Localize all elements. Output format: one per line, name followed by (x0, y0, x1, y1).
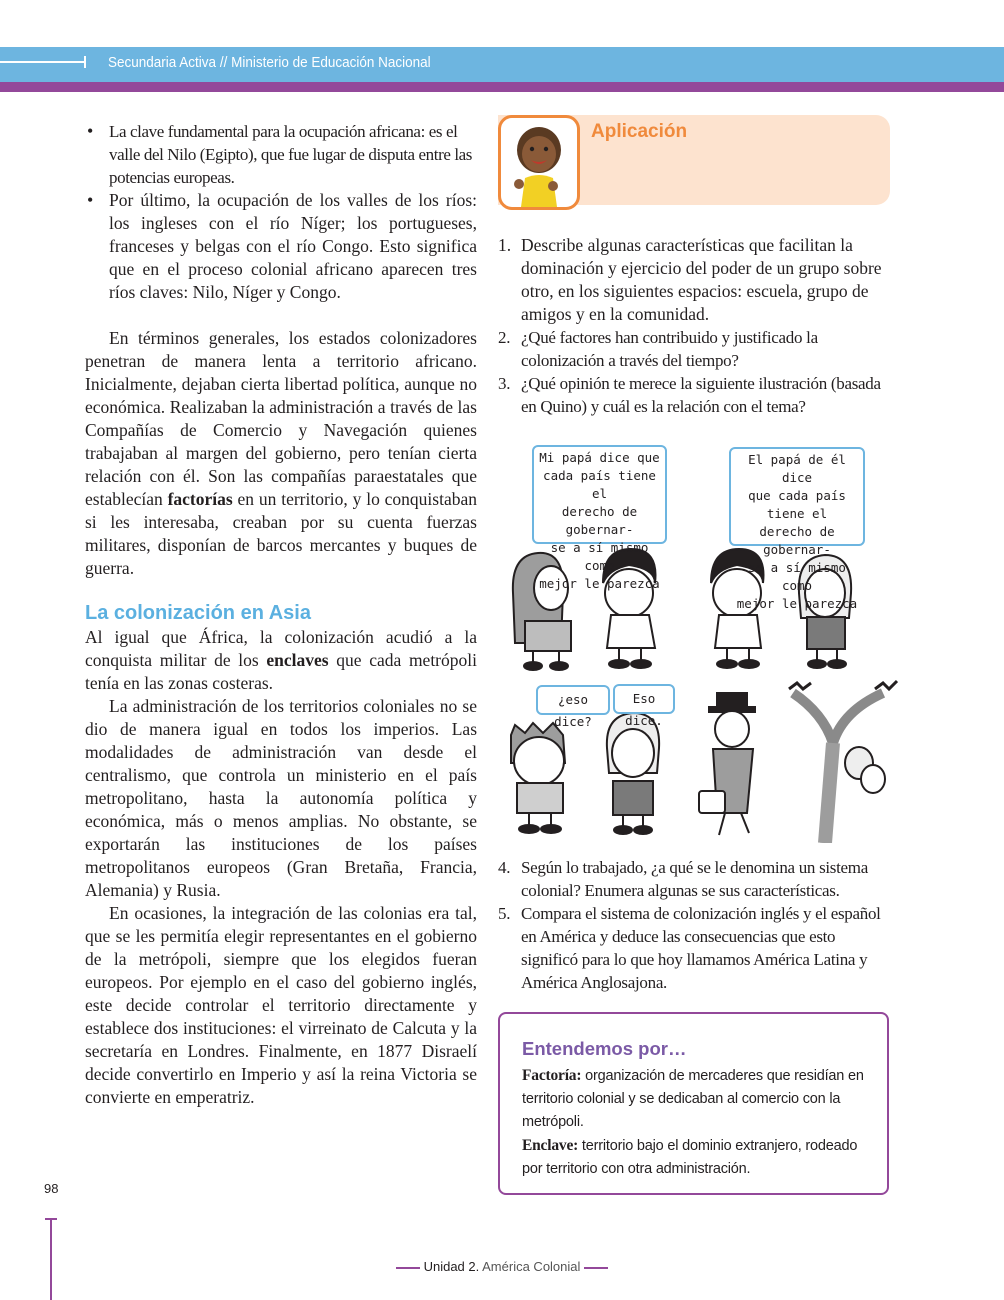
paragraph-administration: La administración de los territorios coloniales no se dio de manera igual en todos los imperios. Las modalidades de administración van desde el centralismo, que controla un ministerio en el país metropolitano, hasta la autonomía política y económica, más o menos amplias. No obstante, se exportarán las instituciones de los países metropolitanos europeos (Gran Bretaña, Francia, Alemania) y Rusia. (85, 696, 477, 900)
student-illustration (501, 118, 577, 207)
footer-unit: Unidad 2. (423, 1259, 480, 1274)
bullet-icon: • (87, 121, 93, 141)
item-text: ¿Qué factores han contribuido y justificado la colonización a través del tiempo? (521, 328, 818, 370)
list-item (498, 856, 890, 902)
question-list-continued (498, 856, 890, 994)
item-number: 1. (498, 235, 512, 255)
bubble-line: Mi papá dice que (539, 450, 660, 465)
bubble-line: derecho de gobernar- (561, 504, 638, 537)
paragraph-text: En términos generales, los estados colonizadores penetran de manera lenta a territorio africano. Inicialmente, dejaban cierta libertad política, aunque no económica. Realizaban la administración a través de las Compañías de Comercio y Navegación quienes trabajaban al margen del gobierno, pero tenían cierta relación con él. Son las compañías paraestatales que establecían (85, 328, 477, 509)
definition-text: territorio bajo el dominio extranjero, rodeado por territorio con otra administración. (522, 1138, 858, 1177)
header-rule (0, 61, 86, 63)
bullet-text: La clave fundamental para la ocupación africana: es el valle del Nilo (Egipto), que fue lugar de disputa entre las potencias europeas. (109, 122, 473, 187)
footer (0, 1259, 1004, 1274)
bubble-line: cada país tiene el (543, 468, 656, 501)
definitions-box (498, 1012, 889, 1195)
item-number: 3. (498, 374, 511, 393)
footer-rule-right (584, 1267, 608, 1269)
header-title: Secundaria Activa // Ministerio de Educación Nacional (108, 54, 431, 71)
term-enclaves: enclaves (266, 650, 329, 670)
list-item (498, 372, 890, 418)
item-number: 5. (498, 904, 511, 923)
bullet-icon: • (87, 190, 93, 210)
student-avatar-icon (498, 115, 580, 210)
aplicacion-title: Aplicación (591, 121, 688, 142)
definition-term: Enclave: (522, 1137, 579, 1154)
item-text: ¿Qué opinión te merece la siguiente ilustración (basada en Quino) y cuál es la relación con el tema? (521, 374, 881, 416)
speech-bubble-2 (729, 447, 865, 611)
bubble-line: se a sí mismo como (748, 560, 846, 593)
item-number: 4. (498, 858, 511, 877)
term-factorias: factorías (167, 489, 233, 509)
paragraph-text: Al igual que África, la colonización acudió a la conquista militar de los (85, 627, 477, 670)
paragraph-colonizers (85, 327, 477, 580)
paragraph-text: en un territorio, y lo conquistaban si les interesaba, creaban por su cuenta fuerzas militares, disponían de barcos mercantes y buques de guerra. (85, 489, 478, 578)
section-title: La colonización en Asia (85, 602, 311, 624)
header-stripe (0, 82, 1004, 92)
bubble-line: mejor le parezca (736, 596, 858, 611)
page-number: 98 (44, 1181, 59, 1196)
item-text: Según lo trabajado, ¿a qué se le denomina un sistema colonial? Enumera algunas se sus características. (521, 858, 868, 900)
list-item (85, 120, 477, 189)
bubble-line: mejor le parezca (539, 576, 660, 591)
question-list (498, 234, 890, 418)
item-text: Compara el sistema de colonización inglés y el español en América y deduce las consecuencias que esto significó para lo que hoy llamamos América Latina y América Anglosajona. (521, 904, 881, 992)
item-text: Describe algunas características que facilitan la dominación y ejercicio del poder de un grupo sobre otro, en los siguientes espacios: escuela, grupo de amigos y en la comunidad. (521, 235, 882, 324)
bubble-line: El papá de él dice (748, 452, 846, 485)
definition-factoria (522, 1064, 865, 1134)
list-item (498, 326, 890, 372)
question-list-2 (498, 856, 890, 994)
definition-enclave (522, 1134, 865, 1181)
bubble-line: derecho de gobernar- (759, 524, 835, 557)
speech-bubble-1 (532, 445, 667, 591)
speech-bubble-4: Eso dice. (613, 684, 675, 714)
definitions-title: Entendemos por… (522, 1038, 687, 1059)
definition-term: Factoría: (522, 1067, 582, 1084)
bubble-line: que cada país tiene el (748, 488, 846, 521)
definition-text: organización de mercaderes que residían en territorio colonial y se dedicaban al comercio con la metrópoli. (522, 1068, 864, 1130)
item-number: 2. (498, 328, 511, 347)
bullet-list (85, 120, 477, 304)
footer-title: América Colonial (482, 1259, 581, 1274)
header-rule-tick (84, 56, 86, 68)
paragraph-text: que cada metrópoli tenía en las zonas costeras. (85, 650, 477, 693)
paragraph-integration: En ocasiones, la integración de las colonias era tal, que se les permitía elegir representantes en el gobierno de la metrópoli, siempre que los elegidos fueran europeos. Por ejemplo en el caso del gobierno inglés, este decide controlar el territorio directamente y establece dos instituciones: el virreinato de Calcuta y la secretaría en Londres. Finalmente, en 1877 Disraelí decide convertirlo en Imperio y así la reina Victoria se convierte en emperatriz. (85, 903, 477, 1107)
left-column (85, 120, 477, 1109)
bubble-line: se a sí mismo como (550, 540, 649, 573)
paragraph-asia-intro (85, 626, 477, 695)
list-item (85, 189, 477, 304)
right-column (498, 234, 890, 418)
bullet-text: Por último, la ocupación de los valles de los ríos: los ingleses con el río Níger; los portugueses, franceses y belgas con el río Congo. Esto significa que en el proceso colonial africano aparecen tres ríos claves: Nilo, Níger y Congo. (109, 190, 477, 302)
speech-bubble-3: ¿eso dice? (536, 685, 610, 715)
list-item (498, 902, 890, 994)
footer-rule-left (396, 1267, 420, 1269)
list-item (498, 234, 890, 326)
comic-illustration (503, 443, 898, 843)
